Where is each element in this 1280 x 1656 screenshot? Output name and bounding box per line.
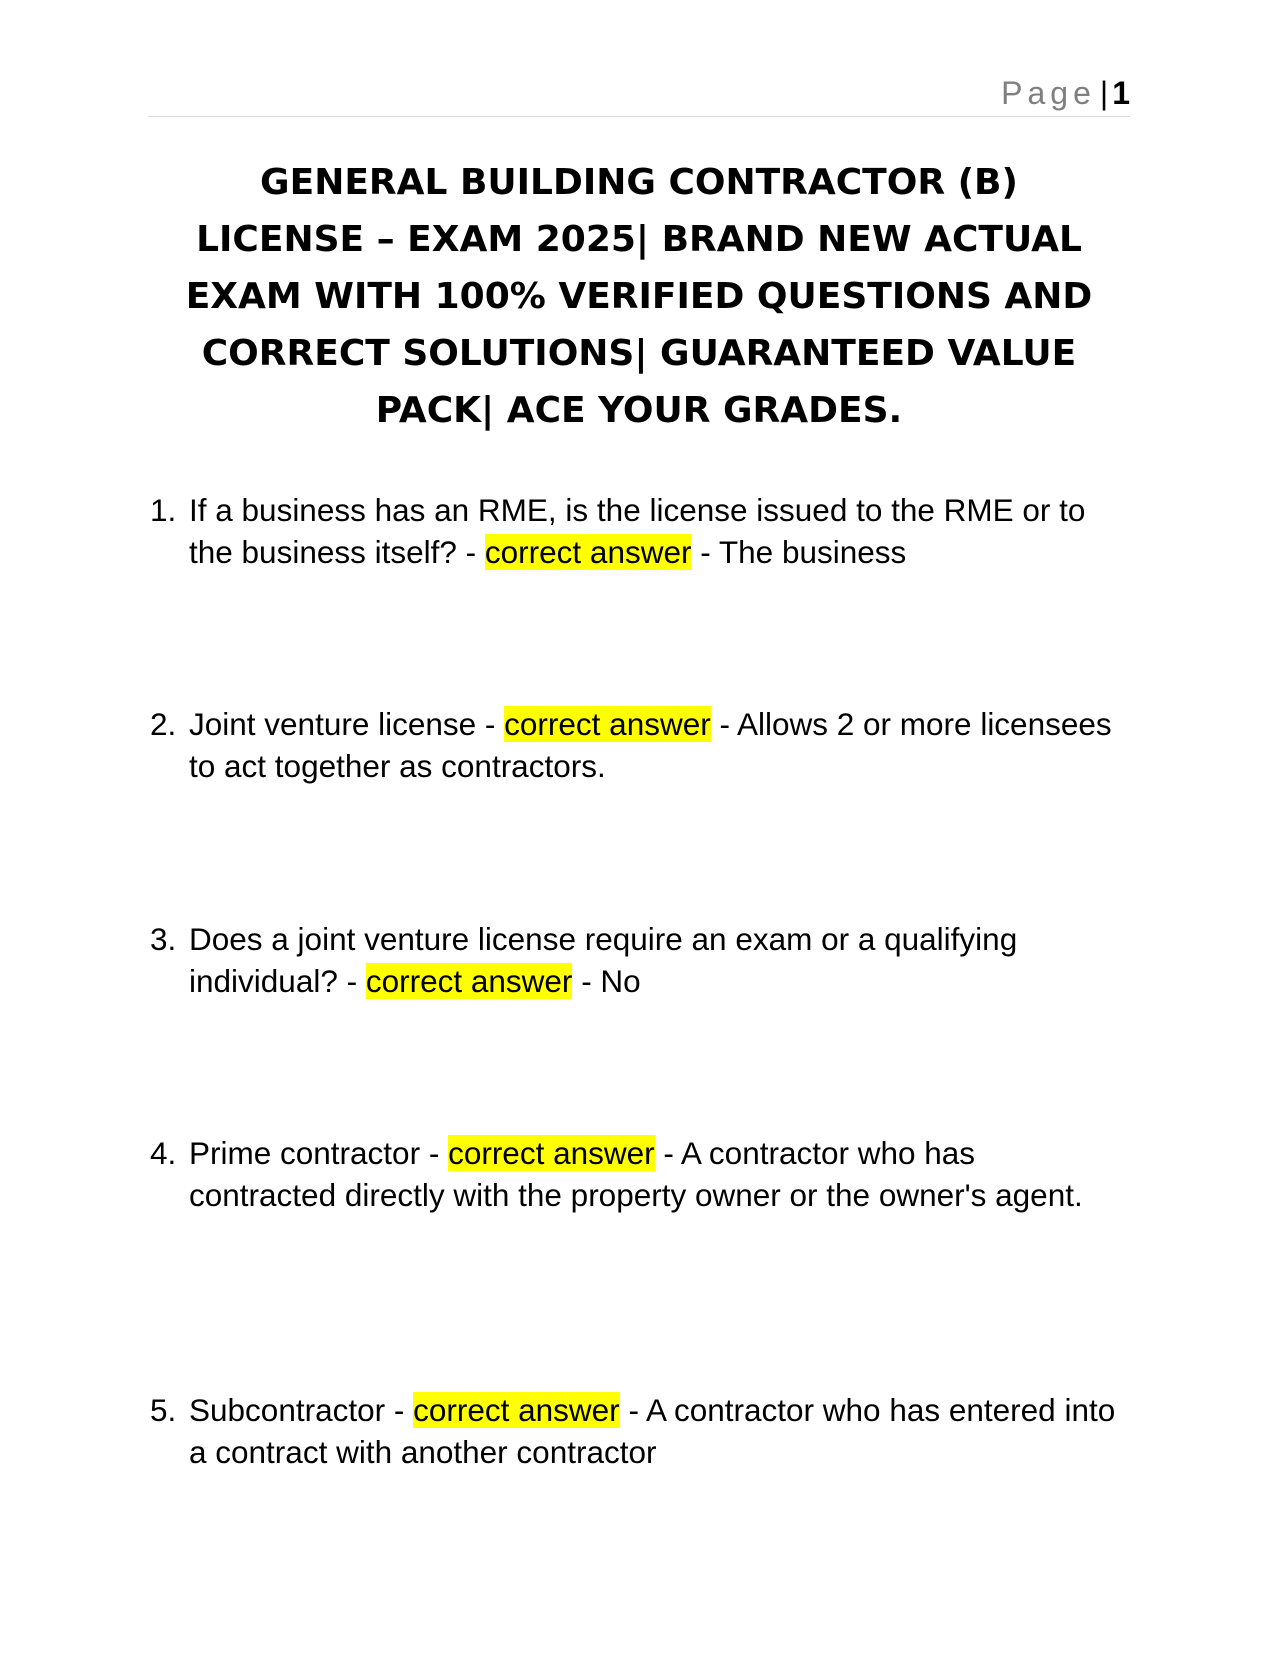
title-line: LICENSE – EXAM 2025| BRAND NEW ACTUAL bbox=[196, 219, 1082, 260]
page-separator: | bbox=[1099, 75, 1109, 111]
answer-text: - Allows 2 or more licensees to act together as contractors. bbox=[189, 706, 1112, 784]
question-text: Joint venture license - bbox=[189, 706, 505, 742]
question-text: Subcontractor - bbox=[189, 1392, 414, 1428]
page-word: Page bbox=[1001, 75, 1096, 111]
title-line: GENERAL BUILDING CONTRACTOR (B) bbox=[260, 162, 1018, 203]
title-line: CORRECT SOLUTIONS| GUARANTEED VALUE bbox=[201, 333, 1077, 374]
answer-text: - A contractor who has entered into a contract with another contractor bbox=[189, 1392, 1116, 1470]
qa-text bbox=[189, 704, 1130, 787]
qa-item-1 bbox=[150, 490, 1130, 573]
question-text: If a business has an RME, is the license issued to the RME or to the business itself? - bbox=[189, 492, 1086, 570]
document-title bbox=[148, 154, 1130, 439]
correct-answer-label: correct answer bbox=[448, 1135, 655, 1171]
question-text: Prime contractor - bbox=[189, 1135, 449, 1171]
qa-text bbox=[189, 919, 1130, 1002]
qa-text bbox=[189, 1133, 1130, 1216]
correct-answer-label: correct answer bbox=[504, 706, 711, 742]
correct-answer-label: correct answer bbox=[413, 1392, 620, 1428]
qa-item-2 bbox=[150, 704, 1130, 787]
answer-text: - A contractor who has contracted directly with the property owner or the owner's agent. bbox=[189, 1135, 1083, 1213]
title-line: EXAM WITH 100% VERIFIED QUESTIONS AND bbox=[185, 276, 1093, 317]
item-number: 5. bbox=[150, 1392, 177, 1428]
qa-item-5 bbox=[150, 1390, 1130, 1473]
page-number: 1 bbox=[1112, 75, 1130, 111]
item-number: 3. bbox=[150, 921, 177, 957]
answer-text: - No bbox=[572, 962, 641, 999]
qa-item-3 bbox=[150, 919, 1130, 1002]
qa-text bbox=[189, 490, 1130, 573]
page-number-label bbox=[1001, 75, 1130, 111]
answer-text: - The business bbox=[691, 533, 907, 570]
qa-item-4 bbox=[150, 1133, 1130, 1216]
qa-text bbox=[189, 1390, 1130, 1473]
item-number: 1. bbox=[150, 492, 177, 528]
correct-answer-label: correct answer bbox=[484, 533, 692, 570]
correct-answer-label: correct answer bbox=[365, 962, 573, 999]
title-line: PACK| ACE YOUR GRADES. bbox=[375, 390, 903, 431]
item-number: 2. bbox=[150, 706, 177, 742]
page-header bbox=[148, 70, 1130, 117]
item-number: 4. bbox=[150, 1135, 177, 1171]
question-text: Does a joint venture license require an exam or a qualifying individual? - bbox=[189, 921, 1018, 999]
